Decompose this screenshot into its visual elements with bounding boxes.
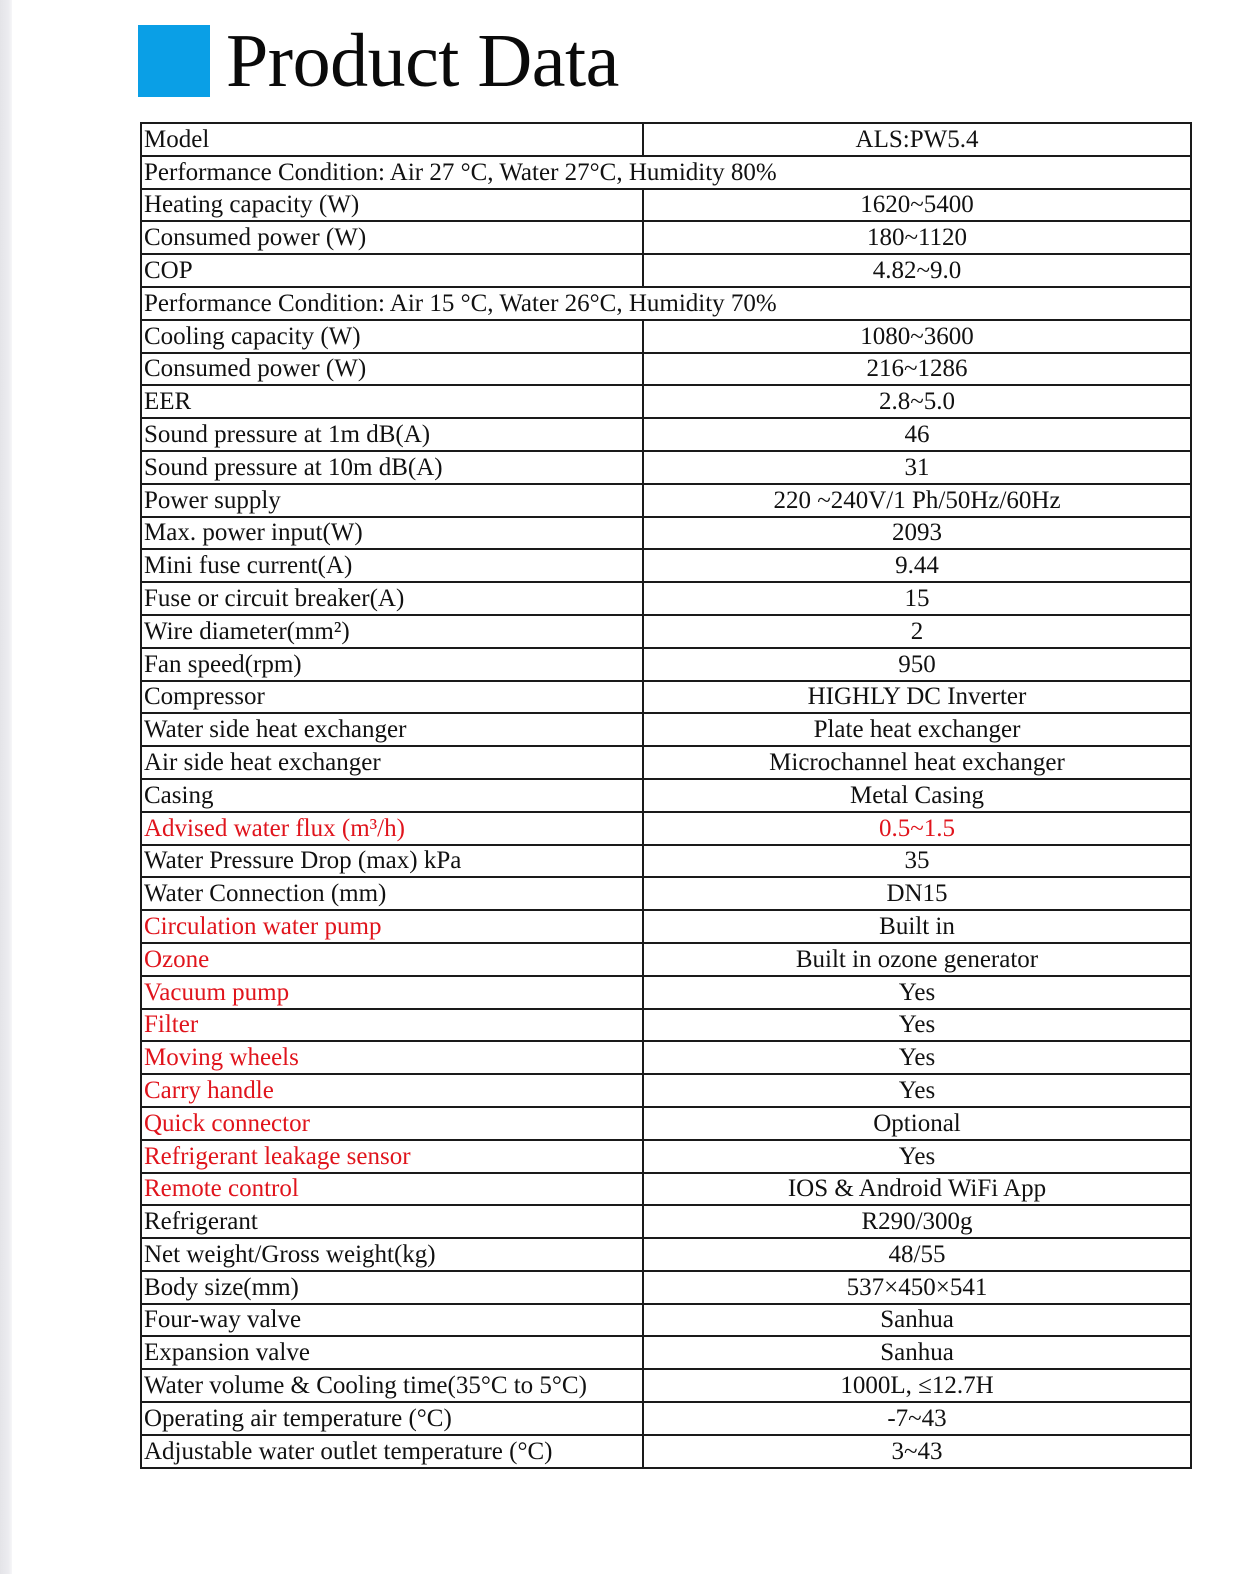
table-row (141, 353, 1191, 386)
spec-value: Yes (643, 976, 1191, 1009)
spec-value: 180~1120 (643, 221, 1191, 254)
spec-value: R290/300g (643, 1205, 1191, 1238)
spec-value: Yes (643, 1041, 1191, 1074)
spec-value: 31 (643, 451, 1191, 484)
spec-value: 1000L, ≤12.7H (643, 1369, 1191, 1402)
spec-value: 2.8~5.0 (643, 385, 1191, 418)
spec-label: Moving wheels (141, 1041, 643, 1074)
spec-label: Fuse or circuit breaker(A) (141, 582, 643, 615)
spec-value: Yes (643, 1074, 1191, 1107)
spec-label: Operating air temperature (°C) (141, 1402, 643, 1435)
table-row (141, 254, 1191, 287)
table-row (141, 451, 1191, 484)
spec-value: 48/55 (643, 1238, 1191, 1271)
table-row (141, 1173, 1191, 1206)
spec-value: 950 (643, 648, 1191, 681)
spec-value: 15 (643, 582, 1191, 615)
spec-label: EER (141, 385, 643, 418)
spec-label: Casing (141, 779, 643, 812)
table-row (141, 1074, 1191, 1107)
table-row (141, 615, 1191, 648)
product-data-table-body (141, 123, 1191, 1468)
table-row (141, 189, 1191, 222)
spec-label: Consumed power (W) (141, 221, 643, 254)
condition-row (141, 287, 1191, 320)
spec-value: 216~1286 (643, 353, 1191, 386)
table-row (141, 877, 1191, 910)
spec-label: Refrigerant (141, 1205, 643, 1238)
spec-value: Plate heat exchanger (643, 713, 1191, 746)
spec-value: IOS & Android WiFi App (643, 1173, 1191, 1206)
spec-value: 1080~3600 (643, 320, 1191, 353)
table-row (141, 713, 1191, 746)
spec-label: Ozone (141, 943, 643, 976)
condition-row (141, 156, 1191, 189)
spec-value: 35 (643, 845, 1191, 878)
spec-label: COP (141, 254, 643, 287)
table-row (141, 1271, 1191, 1304)
product-data-table (140, 122, 1192, 1469)
table-row (141, 123, 1191, 156)
table-row (141, 681, 1191, 714)
page-edge-strip (0, 0, 12, 1574)
spec-value: Metal Casing (643, 779, 1191, 812)
spec-value: ALS:PW5.4 (643, 123, 1191, 156)
table-row (141, 910, 1191, 943)
page-title: Product Data (226, 19, 619, 103)
spec-value: 1620~5400 (643, 189, 1191, 222)
spec-value: -7~43 (643, 1402, 1191, 1435)
spec-value: 3~43 (643, 1435, 1191, 1468)
spec-value: Sanhua (643, 1304, 1191, 1337)
spec-value: Optional (643, 1107, 1191, 1140)
table-row (141, 1336, 1191, 1369)
spec-label: Max. power input(W) (141, 517, 643, 550)
spec-value: 0.5~1.5 (643, 812, 1191, 845)
spec-label: Sound pressure at 10m dB(A) (141, 451, 643, 484)
spec-label: Consumed power (W) (141, 353, 643, 386)
table-row (141, 582, 1191, 615)
table-row (141, 221, 1191, 254)
table-row (141, 746, 1191, 779)
spec-value: DN15 (643, 877, 1191, 910)
spec-label: Mini fuse current(A) (141, 549, 643, 582)
spec-label: Circulation water pump (141, 910, 643, 943)
spec-label: Quick connector (141, 1107, 643, 1140)
spec-value: 2 (643, 615, 1191, 648)
accent-square-icon (138, 25, 210, 97)
spec-value: Microchannel heat exchanger (643, 746, 1191, 779)
spec-label: Water Pressure Drop (max) kPa (141, 845, 643, 878)
spec-label: Carry handle (141, 1074, 643, 1107)
spec-label: Wire diameter(mm²) (141, 615, 643, 648)
table-row (141, 517, 1191, 550)
table-row (141, 1238, 1191, 1271)
spec-label: Advised water flux (m³/h) (141, 812, 643, 845)
table-row (141, 1205, 1191, 1238)
table-row (141, 1041, 1191, 1074)
spec-label: Vacuum pump (141, 976, 643, 1009)
spec-label: Water Connection (mm) (141, 877, 643, 910)
table-row (141, 779, 1191, 812)
spec-value: 46 (643, 418, 1191, 451)
table-row (141, 549, 1191, 582)
table-row (141, 1140, 1191, 1173)
spec-label: Filter (141, 1009, 643, 1042)
spec-value: HIGHLY DC Inverter (643, 681, 1191, 714)
spec-label: Cooling capacity (W) (141, 320, 643, 353)
table-row (141, 1435, 1191, 1468)
spec-value: 9.44 (643, 549, 1191, 582)
spec-value: Built in ozone generator (643, 943, 1191, 976)
table-row (141, 1369, 1191, 1402)
spec-value: Yes (643, 1009, 1191, 1042)
spec-label: Four-way valve (141, 1304, 643, 1337)
table-row (141, 1304, 1191, 1337)
spec-label: Power supply (141, 484, 643, 517)
spec-label: Expansion valve (141, 1336, 643, 1369)
performance-condition-label: Performance Condition: Air 15 °C, Water 26°C, Humidity 70% (141, 287, 1191, 320)
spec-label: Net weight/Gross weight(kg) (141, 1238, 643, 1271)
spec-label: Water side heat exchanger (141, 713, 643, 746)
spec-value: Sanhua (643, 1336, 1191, 1369)
spec-label: Water volume & Cooling time(35°C to 5°C) (141, 1369, 643, 1402)
page-header (138, 19, 619, 103)
spec-label: Refrigerant leakage sensor (141, 1140, 643, 1173)
table-row (141, 1107, 1191, 1140)
spec-label: Body size(mm) (141, 1271, 643, 1304)
table-row (141, 320, 1191, 353)
spec-label: Air side heat exchanger (141, 746, 643, 779)
table-row (141, 385, 1191, 418)
performance-condition-label: Performance Condition: Air 27 °C, Water 27°C, Humidity 80% (141, 156, 1191, 189)
spec-value: Yes (643, 1140, 1191, 1173)
table-row (141, 976, 1191, 1009)
spec-label: Compressor (141, 681, 643, 714)
table-row (141, 845, 1191, 878)
spec-value: 4.82~9.0 (643, 254, 1191, 287)
spec-label: Remote control (141, 1173, 643, 1206)
spec-value: Built in (643, 910, 1191, 943)
table-row (141, 418, 1191, 451)
spec-label: Heating capacity (W) (141, 189, 643, 222)
spec-label: Fan speed(rpm) (141, 648, 643, 681)
spec-label: Sound pressure at 1m dB(A) (141, 418, 643, 451)
spec-label: Adjustable water outlet temperature (°C) (141, 1435, 643, 1468)
table-row (141, 943, 1191, 976)
spec-value: 220 ~240V/1 Ph/50Hz/60Hz (643, 484, 1191, 517)
table-row (141, 1009, 1191, 1042)
table-row (141, 648, 1191, 681)
table-row (141, 812, 1191, 845)
table-row (141, 484, 1191, 517)
spec-value: 537×450×541 (643, 1271, 1191, 1304)
table-row (141, 1402, 1191, 1435)
spec-label: Model (141, 123, 643, 156)
spec-value: 2093 (643, 517, 1191, 550)
